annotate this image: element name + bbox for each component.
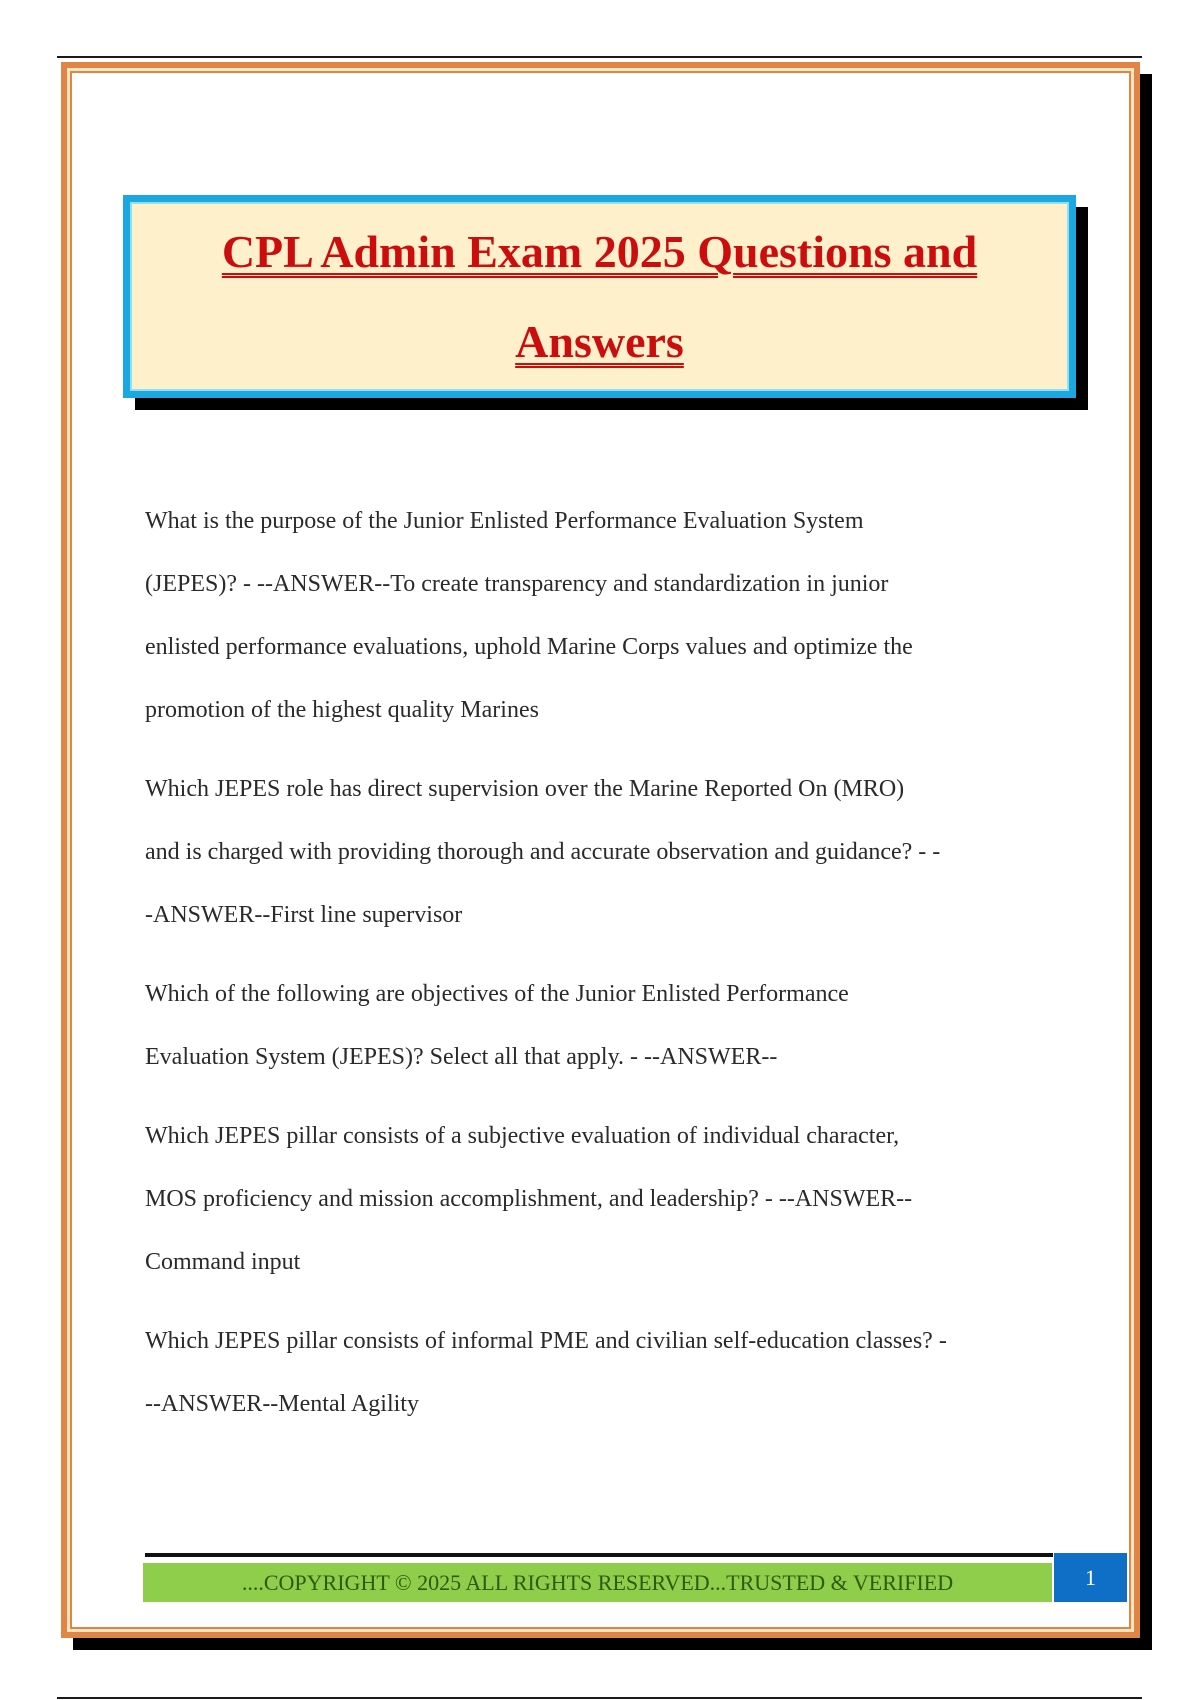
qa-line: --ANSWER--Mental Agility [145,1391,419,1417]
qa-line: enlisted performance evaluations, uphold Marine Corps values and optimize the [145,634,913,660]
qa-line: -ANSWER--First line supervisor [145,902,463,928]
qa-item [145,1105,1065,1294]
footer-copyright-bar [143,1563,1052,1602]
qa-line: Which JEPES pillar consists of informal PME and civilian self-education classes? - [145,1328,947,1354]
qa-item [145,490,1065,742]
qa-line: Which JEPES role has direct supervision over the Marine Reported On (MRO) [145,776,905,802]
qa-line: What is the purpose of the Junior Enlisted Performance Evaluation System [145,508,864,534]
qa-item [145,758,1065,947]
title-box [123,195,1076,398]
qa-line: and is charged with providing thorough and accurate observation and guidance? - - [145,839,941,865]
footer-divider [145,1553,1053,1557]
qa-line: MOS proficiency and mission accomplishment, and leadership? - --ANSWER-- [145,1186,913,1212]
bottom-rule [57,1697,1142,1699]
qa-line: Which of the following are objectives of the Junior Enlisted Performance [145,981,849,1007]
qa-item [145,1310,1065,1436]
qa-line: Which JEPES pillar consists of a subjective evaluation of individual character, [145,1123,900,1149]
qa-line: (JEPES)? - --ANSWER--To create transparency and standardization in junior [145,571,889,597]
page-number: 1 [1085,1564,1096,1590]
qa-content [145,490,1065,1452]
document-title-line-1: CPL Admin Exam 2025 Questions and [221,225,978,277]
footer-copyright-text: ....COPYRIGHT © 2025 ALL RIGHTS RESERVED...TRUSTED & VERIFIED [241,1569,954,1595]
qa-line: Command input [145,1249,301,1275]
qa-item [145,963,1065,1089]
document-title-line-2: Answers [515,315,684,367]
page-number-box [1054,1553,1127,1602]
top-rule [57,56,1142,58]
qa-line: promotion of the highest quality Marines [145,697,539,723]
qa-line: Evaluation System (JEPES)? Select all that apply. - --ANSWER-- [145,1044,778,1070]
